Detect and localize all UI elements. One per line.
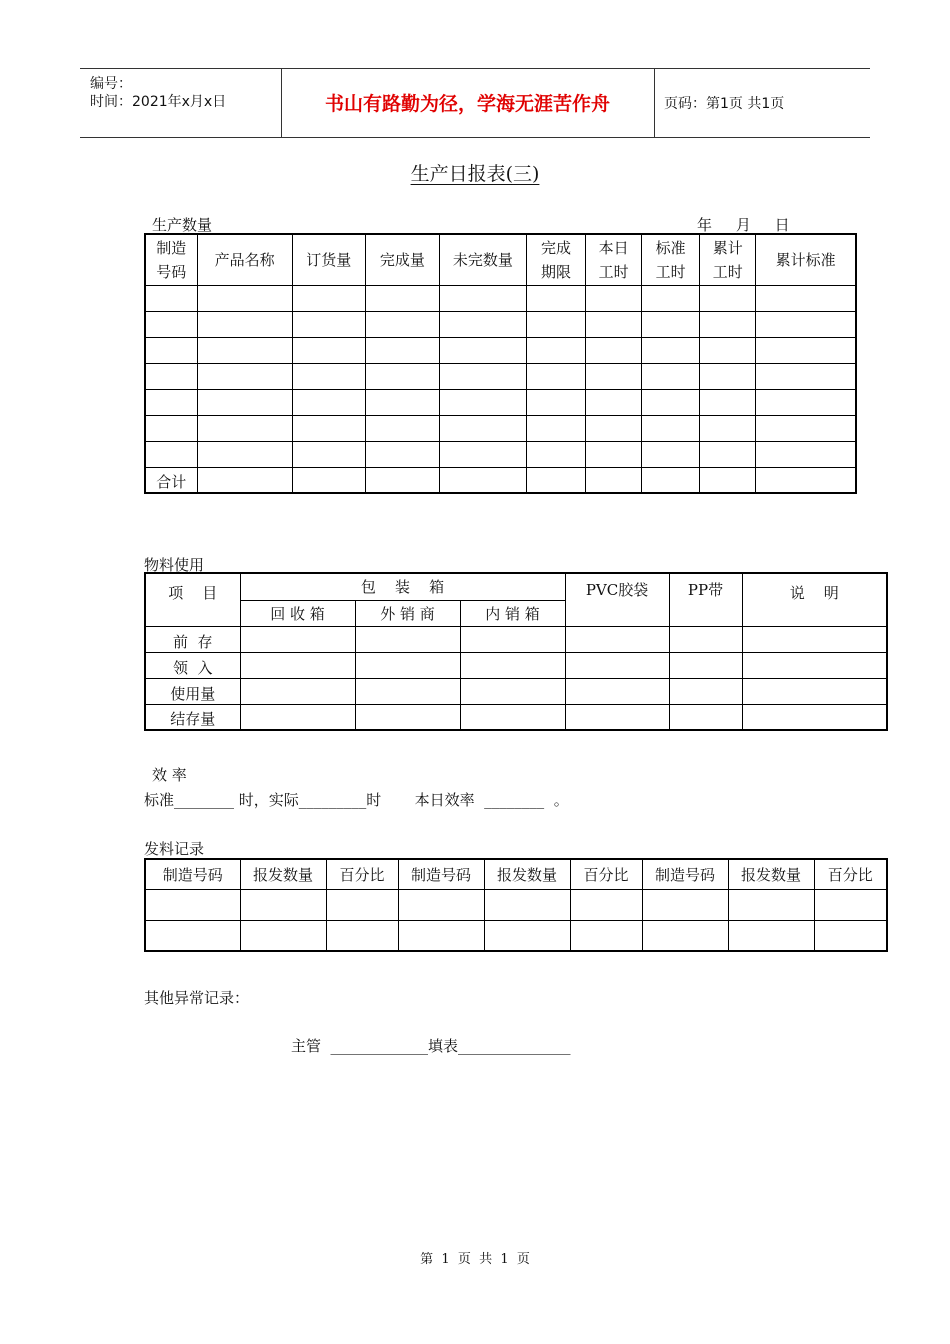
table-cell bbox=[526, 363, 585, 389]
material-row-label: 领 入 bbox=[145, 652, 240, 678]
table-cell bbox=[365, 337, 439, 363]
table-cell bbox=[292, 285, 365, 311]
table-cell bbox=[197, 363, 292, 389]
table-row bbox=[145, 441, 856, 467]
issue-column-header: 百分比 bbox=[814, 859, 887, 889]
table-cell bbox=[365, 441, 439, 467]
table-cell bbox=[460, 678, 565, 704]
table-cell bbox=[355, 704, 460, 730]
table-cell bbox=[526, 337, 585, 363]
table-row bbox=[145, 889, 887, 920]
table-cell bbox=[642, 467, 700, 493]
table-row bbox=[145, 363, 856, 389]
table-cell bbox=[565, 652, 669, 678]
issue-column-header: 报发数量 bbox=[240, 859, 326, 889]
table-cell bbox=[145, 311, 197, 337]
other-anomalies-label: 其他异常记录： bbox=[144, 989, 250, 1007]
table-cell bbox=[700, 415, 756, 441]
table-cell bbox=[642, 441, 700, 467]
table-cell bbox=[526, 441, 585, 467]
table-cell bbox=[586, 389, 642, 415]
table-cell bbox=[240, 704, 355, 730]
table-cell bbox=[439, 415, 526, 441]
document-header bbox=[80, 68, 870, 138]
table-cell bbox=[700, 285, 756, 311]
table-cell bbox=[756, 363, 856, 389]
issue-column-header: 报发数量 bbox=[728, 859, 814, 889]
table-cell bbox=[756, 441, 856, 467]
document-number-label: 编号： bbox=[90, 76, 132, 92]
table-row bbox=[145, 626, 887, 652]
table-row bbox=[145, 678, 887, 704]
table-cell bbox=[526, 311, 585, 337]
table-cell bbox=[292, 441, 365, 467]
table-cell bbox=[240, 920, 326, 951]
table-cell bbox=[700, 363, 756, 389]
production-header-row bbox=[145, 234, 856, 285]
production-column-header: 制造 号码 bbox=[145, 234, 197, 285]
table-cell bbox=[292, 311, 365, 337]
table-cell bbox=[439, 285, 526, 311]
table-cell bbox=[642, 363, 700, 389]
table-cell bbox=[292, 363, 365, 389]
table-cell bbox=[197, 337, 292, 363]
table-cell bbox=[240, 889, 326, 920]
issue-header-row bbox=[145, 859, 887, 889]
production-section-label: 生产数量 bbox=[152, 216, 213, 234]
pp-header: PP带 bbox=[669, 573, 742, 626]
table-cell bbox=[728, 889, 814, 920]
document-time-label: 时间：2021年x月x日 bbox=[90, 94, 227, 110]
table-cell bbox=[240, 626, 355, 652]
table-cell bbox=[439, 467, 526, 493]
date-label: 年 月 日 bbox=[697, 216, 790, 234]
production-column-header: 未完数量 bbox=[439, 234, 526, 285]
box-subheader-recycled: 回 收 箱 bbox=[240, 600, 355, 626]
material-row-label: 结存量 bbox=[145, 704, 240, 730]
table-cell bbox=[145, 920, 240, 951]
table-cell bbox=[240, 652, 355, 678]
table-cell bbox=[586, 441, 642, 467]
table-cell bbox=[814, 920, 887, 951]
table-cell bbox=[742, 704, 887, 730]
table-cell bbox=[756, 337, 856, 363]
table-cell bbox=[365, 363, 439, 389]
table-cell bbox=[669, 652, 742, 678]
efficiency-line: 标准________ 时，实际_________时 本日效率 ________ 。 bbox=[144, 791, 569, 809]
production-column-header: 累计 工时 bbox=[700, 234, 756, 285]
issue-column-header: 百分比 bbox=[570, 859, 642, 889]
table-cell bbox=[197, 285, 292, 311]
table-cell bbox=[669, 626, 742, 652]
table-cell bbox=[326, 889, 398, 920]
production-total-row bbox=[145, 467, 856, 493]
table-cell bbox=[742, 626, 887, 652]
table-cell bbox=[460, 652, 565, 678]
box-subheader-export: 外 销 商 bbox=[355, 600, 460, 626]
table-cell bbox=[570, 889, 642, 920]
table-cell bbox=[669, 678, 742, 704]
table-cell bbox=[526, 415, 585, 441]
table-cell bbox=[484, 889, 570, 920]
box-header: 包 装 箱 bbox=[240, 573, 565, 600]
table-cell bbox=[728, 920, 814, 951]
table-cell bbox=[145, 389, 197, 415]
table-cell bbox=[756, 415, 856, 441]
table-cell bbox=[292, 415, 365, 441]
table-cell bbox=[439, 363, 526, 389]
table-cell bbox=[365, 415, 439, 441]
table-cell bbox=[484, 920, 570, 951]
production-table bbox=[144, 233, 857, 494]
table-cell bbox=[240, 678, 355, 704]
table-cell bbox=[642, 311, 700, 337]
table-cell bbox=[355, 678, 460, 704]
table-row bbox=[145, 652, 887, 678]
table-cell bbox=[700, 389, 756, 415]
table-cell bbox=[756, 467, 856, 493]
table-cell bbox=[197, 467, 292, 493]
table-row bbox=[145, 285, 856, 311]
production-column-header: 本日 工时 bbox=[586, 234, 642, 285]
issue-column-header: 制造号码 bbox=[398, 859, 484, 889]
issue-column-header: 制造号码 bbox=[145, 859, 240, 889]
table-cell bbox=[197, 441, 292, 467]
table-cell bbox=[439, 441, 526, 467]
table-cell bbox=[365, 285, 439, 311]
table-cell bbox=[700, 337, 756, 363]
table-cell bbox=[145, 415, 197, 441]
table-cell bbox=[700, 441, 756, 467]
table-cell bbox=[355, 626, 460, 652]
table-cell bbox=[145, 363, 197, 389]
table-cell bbox=[642, 337, 700, 363]
table-cell bbox=[742, 678, 887, 704]
table-row bbox=[145, 704, 887, 730]
signature-line: 主管 _____________填表_______________ bbox=[291, 1037, 571, 1055]
issue-column-header: 制造号码 bbox=[642, 859, 728, 889]
table-cell bbox=[700, 311, 756, 337]
table-cell bbox=[197, 311, 292, 337]
item-header: 项 目 bbox=[145, 573, 240, 626]
table-cell bbox=[145, 441, 197, 467]
table-cell bbox=[814, 889, 887, 920]
page-info: 页码：第1页 共1页 bbox=[664, 96, 785, 112]
table-cell bbox=[398, 920, 484, 951]
table-cell bbox=[586, 363, 642, 389]
issue-record-table bbox=[144, 858, 888, 952]
table-cell bbox=[292, 337, 365, 363]
table-cell bbox=[145, 285, 197, 311]
table-cell bbox=[398, 889, 484, 920]
issue-record-label: 发料记录 bbox=[144, 840, 205, 858]
table-cell bbox=[565, 626, 669, 652]
header-motto: 书山有路勤为径，学海无涯苦作舟 bbox=[324, 93, 610, 115]
table-cell bbox=[460, 704, 565, 730]
table-cell bbox=[756, 389, 856, 415]
table-cell bbox=[586, 285, 642, 311]
table-cell bbox=[586, 337, 642, 363]
table-cell bbox=[365, 467, 439, 493]
table-row bbox=[145, 311, 856, 337]
efficiency-label: 效 率 bbox=[152, 766, 187, 784]
table-cell bbox=[756, 285, 856, 311]
materials-section-label: 物料使用 bbox=[144, 556, 205, 574]
pvc-header: PVC胶袋 bbox=[565, 573, 669, 626]
total-label: 合计 bbox=[145, 467, 197, 493]
table-cell bbox=[292, 389, 365, 415]
table-cell bbox=[526, 285, 585, 311]
table-cell bbox=[197, 415, 292, 441]
table-cell bbox=[355, 652, 460, 678]
production-column-header: 累计标准 bbox=[756, 234, 856, 285]
table-cell bbox=[526, 389, 585, 415]
table-cell bbox=[365, 311, 439, 337]
production-column-header: 完成量 bbox=[365, 234, 439, 285]
table-cell bbox=[756, 311, 856, 337]
table-cell bbox=[365, 389, 439, 415]
table-cell bbox=[700, 467, 756, 493]
table-cell bbox=[197, 389, 292, 415]
table-cell bbox=[460, 626, 565, 652]
table-row bbox=[145, 389, 856, 415]
table-cell bbox=[145, 889, 240, 920]
table-cell bbox=[642, 889, 728, 920]
table-cell bbox=[642, 285, 700, 311]
table-cell bbox=[439, 337, 526, 363]
table-cell bbox=[565, 678, 669, 704]
box-subheader-domestic: 内 销 箱 bbox=[460, 600, 565, 626]
table-cell bbox=[586, 467, 642, 493]
table-cell bbox=[642, 389, 700, 415]
table-cell bbox=[326, 920, 398, 951]
table-cell bbox=[570, 920, 642, 951]
table-cell bbox=[586, 415, 642, 441]
table-cell bbox=[586, 311, 642, 337]
table-row bbox=[145, 415, 856, 441]
table-row bbox=[145, 920, 887, 951]
note-header: 说 明 bbox=[742, 573, 887, 626]
materials-table bbox=[144, 572, 888, 731]
table-cell bbox=[742, 652, 887, 678]
table-cell bbox=[669, 704, 742, 730]
production-column-header: 完成 期限 bbox=[526, 234, 585, 285]
issue-column-header: 报发数量 bbox=[484, 859, 570, 889]
table-cell bbox=[642, 415, 700, 441]
table-cell bbox=[565, 704, 669, 730]
page-title: 生产日报表(三) bbox=[410, 163, 540, 185]
page-footer: 第 1 页 共 1 页 bbox=[420, 1252, 530, 1267]
production-column-header: 产品名称 bbox=[197, 234, 292, 285]
issue-column-header: 百分比 bbox=[326, 859, 398, 889]
material-row-label: 使用量 bbox=[145, 678, 240, 704]
table-cell bbox=[292, 467, 365, 493]
material-row-label: 前 存 bbox=[145, 626, 240, 652]
production-column-header: 订货量 bbox=[292, 234, 365, 285]
header-divider bbox=[654, 69, 655, 137]
table-cell bbox=[145, 337, 197, 363]
production-column-header: 标准 工时 bbox=[642, 234, 700, 285]
table-cell bbox=[642, 920, 728, 951]
table-cell bbox=[439, 311, 526, 337]
table-row bbox=[145, 337, 856, 363]
table-cell bbox=[526, 467, 585, 493]
table-cell bbox=[439, 389, 526, 415]
